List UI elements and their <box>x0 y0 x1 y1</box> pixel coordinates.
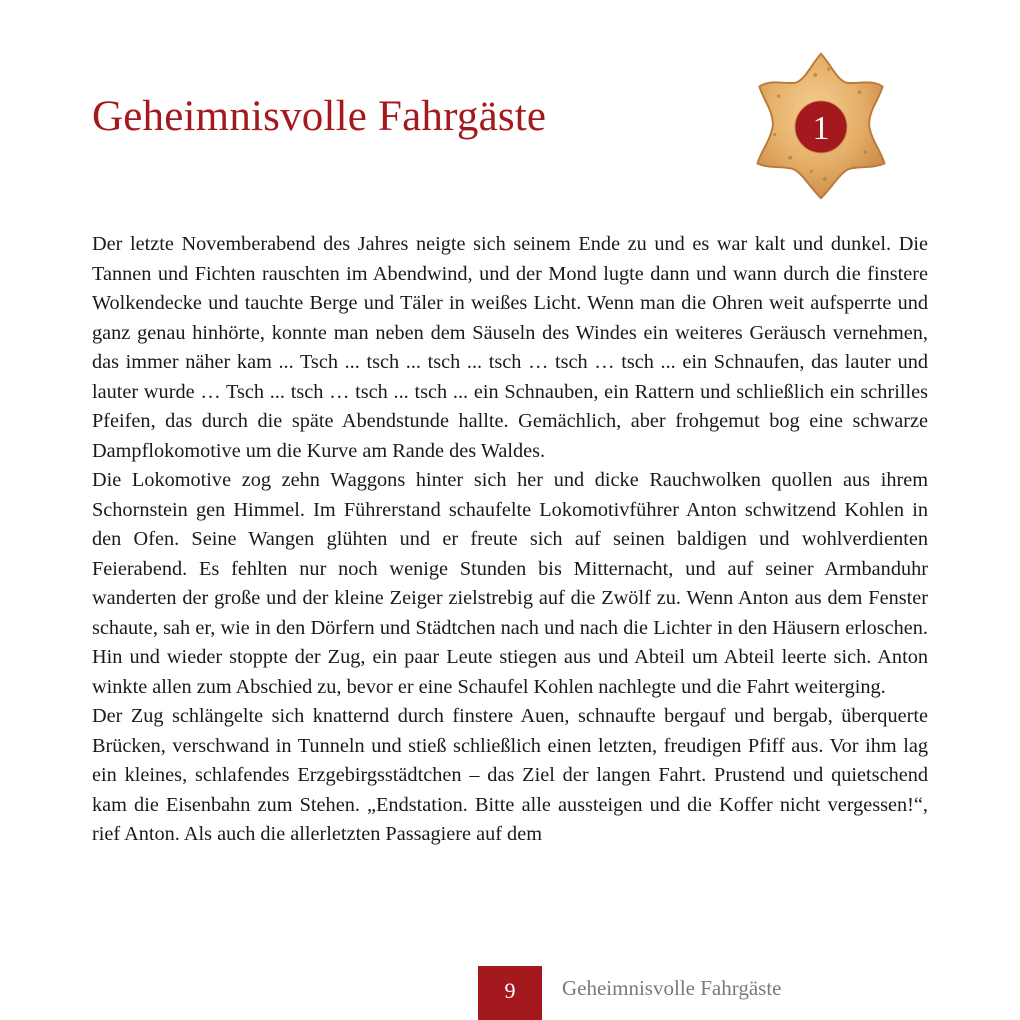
page-title: Geheimnisvolle Fahrgäste <box>92 93 547 140</box>
page-number: 9 <box>478 966 542 1020</box>
paragraph: Der Zug schlängelte sich knatternd durch finstere Auen, schnaufte bergauf und bergab, überquerte Brücken, verschwand in Tunneln und stieß schließlich einen letzten, freudigen Pfiff aus. Vor ihm lag ein kleines, schlafendes Erzgebirgsstädtchen – das Ziel der langen Fahrt. Prustend und quietschend kam die Eisenbahn zum Stehen. „Endstation. Bitte alle aussteigen und die Koffer nicht vergessen!“, rief Anton. Als auch die allerletzten Passagiere auf dem <box>92 705 928 845</box>
running-title: Geheimnisvolle Fahrgäste <box>562 976 782 1000</box>
paragraph: Der letzte Novemberabend des Jahres neigte sich seinem Ende zu und es war kalt und dunkel. Die Tannen und Fichten rauschten im Abendwind, und der Mond lugte dann und wann durch die finstere Wolkendecke und tauchte Berge und Täler in weißes Licht. Wenn man die Ohren weit aufsperrte und ganz genau hinhörte, konnte man neben dem Säuseln des Windes ein weiteres Geräusch vernehmen, das immer näher kam ... Tsch ... tsch ... tsch ... tsch … tsch … tsch ... ein Schnaufen, das lauter und lauter wurde … Tsch ... tsch … tsch ... tsch ... ein Schnauben, ein Rattern und schließlich ein schrilles Pfeifen, das durch die späte Abendstunde hallte. Gemächlich, aber frohgemut bog eine schwarze Dampflokomotive um die Kurve am Rande des Waldes. <box>92 233 928 462</box>
chapter-number: 1 <box>812 110 830 147</box>
paragraph: Die Lokomotive zog zehn Waggons hinter sich her und dicke Rauchwolken quollen aus ihrem Schornstein gen Himmel. Im Führerstand schaufelte Lokomotivführer Anton schwitzend Kohlen in den Ofen. Seine Wangen glühten und er freute sich auf seinen baldigen und wohlverdienten Feierabend. Es fehlten nur noch wenige Stunden bis Mitternacht, und auf seiner Armbanduhr wanderten der große und der kleine Zeiger zielstrebig auf die Zwölf zu. Wenn Anton aus dem Fenster schaute, sah er, wie in den Dörfern und Städtchen nach und nach die Lichter in den Häusern erloschen. Hin und wieder stoppte der Zug, ein paar Leute stiegen aus und Abteil um Abteil leerte sich. Anton winkte allen zum Abschied zu, bevor er eine Schaufel Kohlen nachlegte und die Fahrt weiterging. <box>92 469 928 698</box>
body-text <box>92 230 928 850</box>
